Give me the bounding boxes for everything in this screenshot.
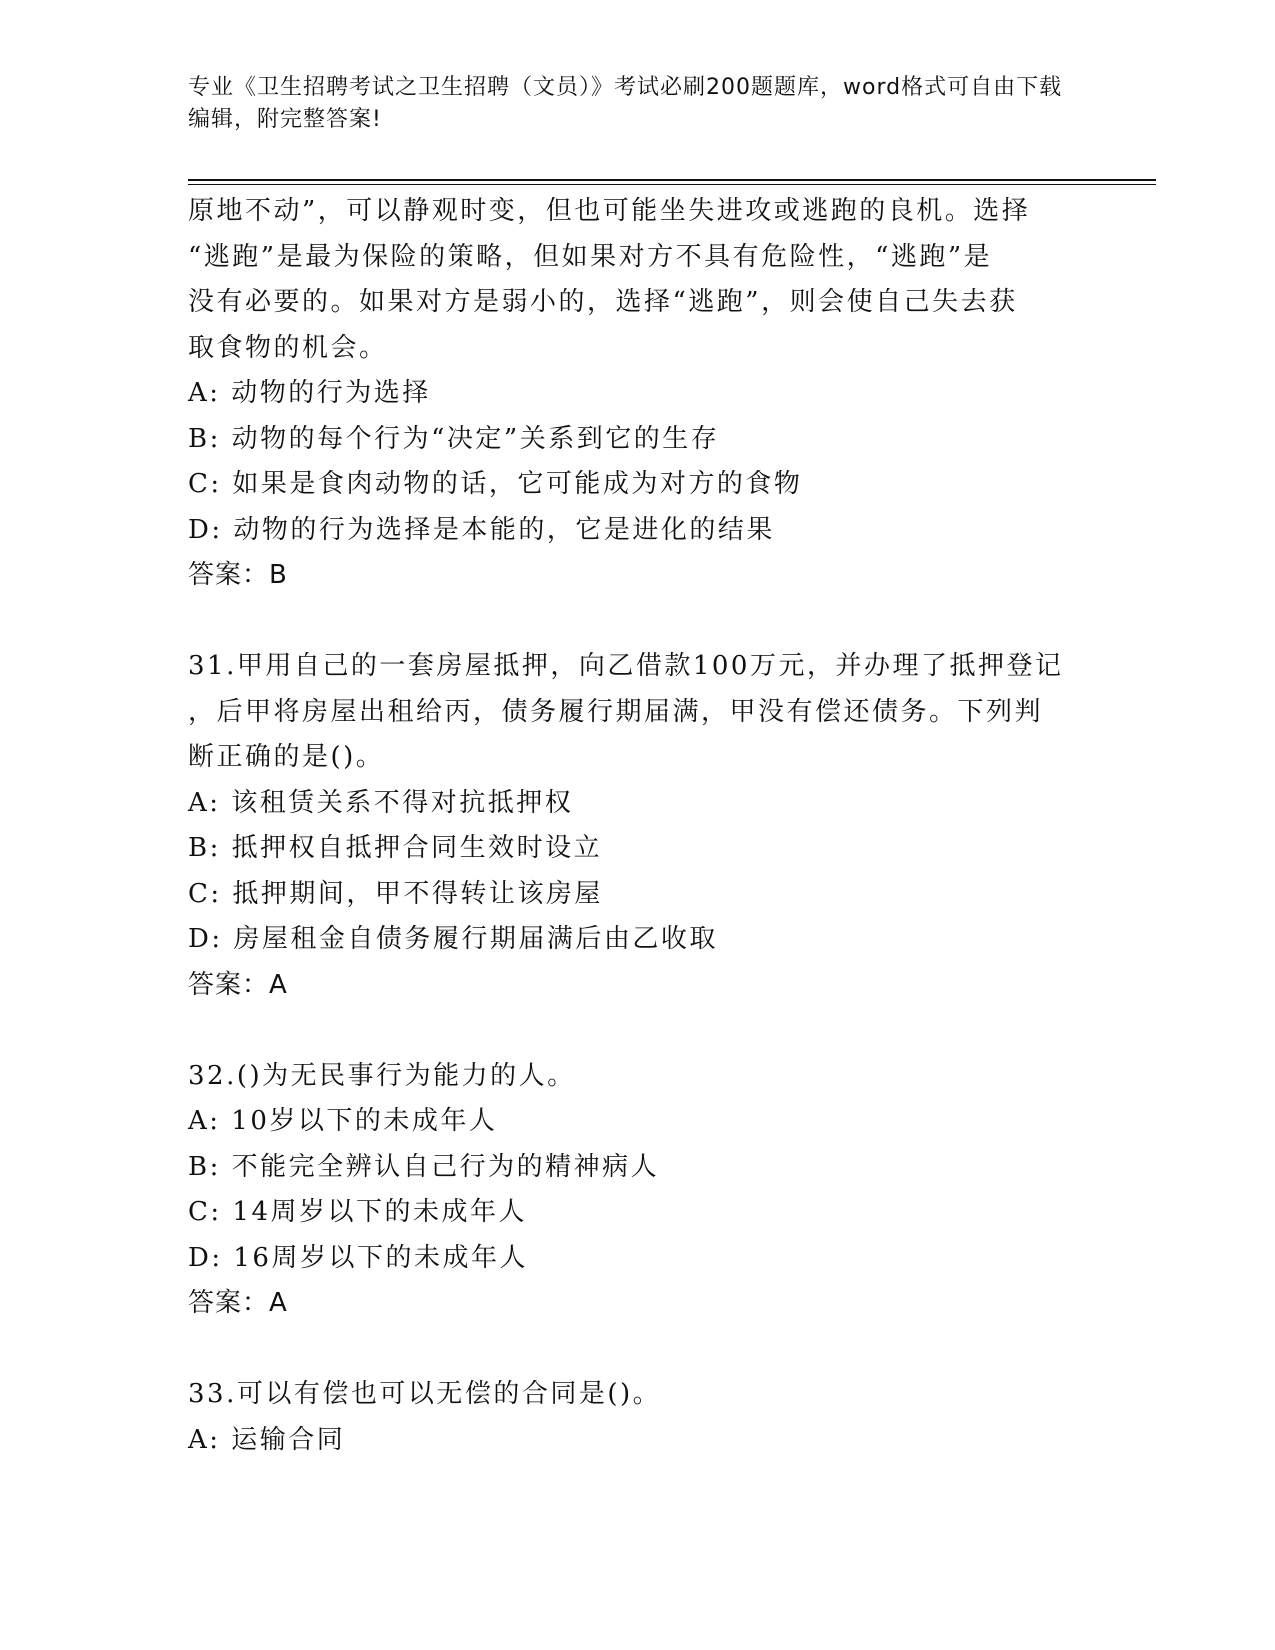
question-text-line: 没有必要的。如果对方是弱小的，选择“逃跑”，则会使自己失去获: [188, 287, 1018, 317]
question-text-line: 断正确的是()。: [188, 742, 385, 772]
spacer: [188, 1327, 1088, 1373]
header-divider: [188, 179, 1156, 181]
document-header: [188, 72, 1068, 136]
option-d: D: 16周岁以下的未成年人: [188, 1242, 528, 1273]
spacer: [188, 1008, 1088, 1054]
question-text-line: “逃跑”是最为保险的策略，但如果对方不具有危险性，“逃跑”是: [188, 241, 993, 272]
option-d: D: 动物的行为选择是本能的，它是进化的结果: [188, 514, 775, 545]
question-text-line: 31.甲用自己的一套房屋抵押，向乙借款100万元，并办理了抵押登记: [188, 651, 1064, 681]
question-31: [188, 644, 1088, 1008]
question-text-line: ，后甲将房屋出租给丙，债务履行期届满，甲没有偿还债务。下列判: [188, 696, 1044, 727]
option-a: A: 动物的行为选择: [188, 378, 431, 408]
option-b: B: 动物的每个行为“决定”关系到它的生存: [188, 423, 720, 454]
option-c: C: 如果是食肉动物的话，它可能成为对方的食物: [188, 469, 803, 499]
option-d: D: 房屋租金自债务履行期届满后由乙收取: [188, 924, 718, 954]
answer-line: 答案：B: [188, 560, 288, 590]
option-c: C: 14周岁以下的未成年人: [188, 1197, 528, 1227]
option-b: B: 抵押权自抵押合同生效时设立: [188, 833, 603, 863]
header-divider-thin: [188, 184, 1156, 185]
question-text-line: 取食物的机会。: [188, 332, 388, 363]
option-a: A: 该租赁关系不得对抗抵押权: [188, 787, 574, 818]
question-33: [188, 1372, 1088, 1463]
answer-line: 答案：A: [188, 969, 288, 1000]
option-a: A: 运输合同: [188, 1424, 346, 1455]
answer-line: 答案：A: [188, 1288, 288, 1318]
question-text-line: 原地不动”，可以静观时变，但也可能坐失进攻或逃跑的良机。选择: [188, 196, 1031, 226]
document-body: [188, 189, 1088, 1463]
option-a: A: 10岁以下的未成年人: [188, 1106, 498, 1136]
question-text-line: 32.()为无民事行为能力的人。: [188, 1060, 576, 1091]
question-continuation: [188, 189, 1088, 599]
option-b: B: 不能完全辨认自己行为的精神病人: [188, 1151, 660, 1182]
spacer: [188, 599, 1088, 645]
question-32: [188, 1054, 1088, 1327]
header-title: 专业《卫生招聘考试之卫生招聘（文员）》考试必刷200题题库，word格式可自由下载编辑，附完整答案!: [188, 75, 1063, 132]
question-text-line: 33.可以有偿也可以无偿的合同是()。: [188, 1379, 662, 1409]
option-c: C: 抵押期间，甲不得转让该房屋: [188, 878, 603, 909]
